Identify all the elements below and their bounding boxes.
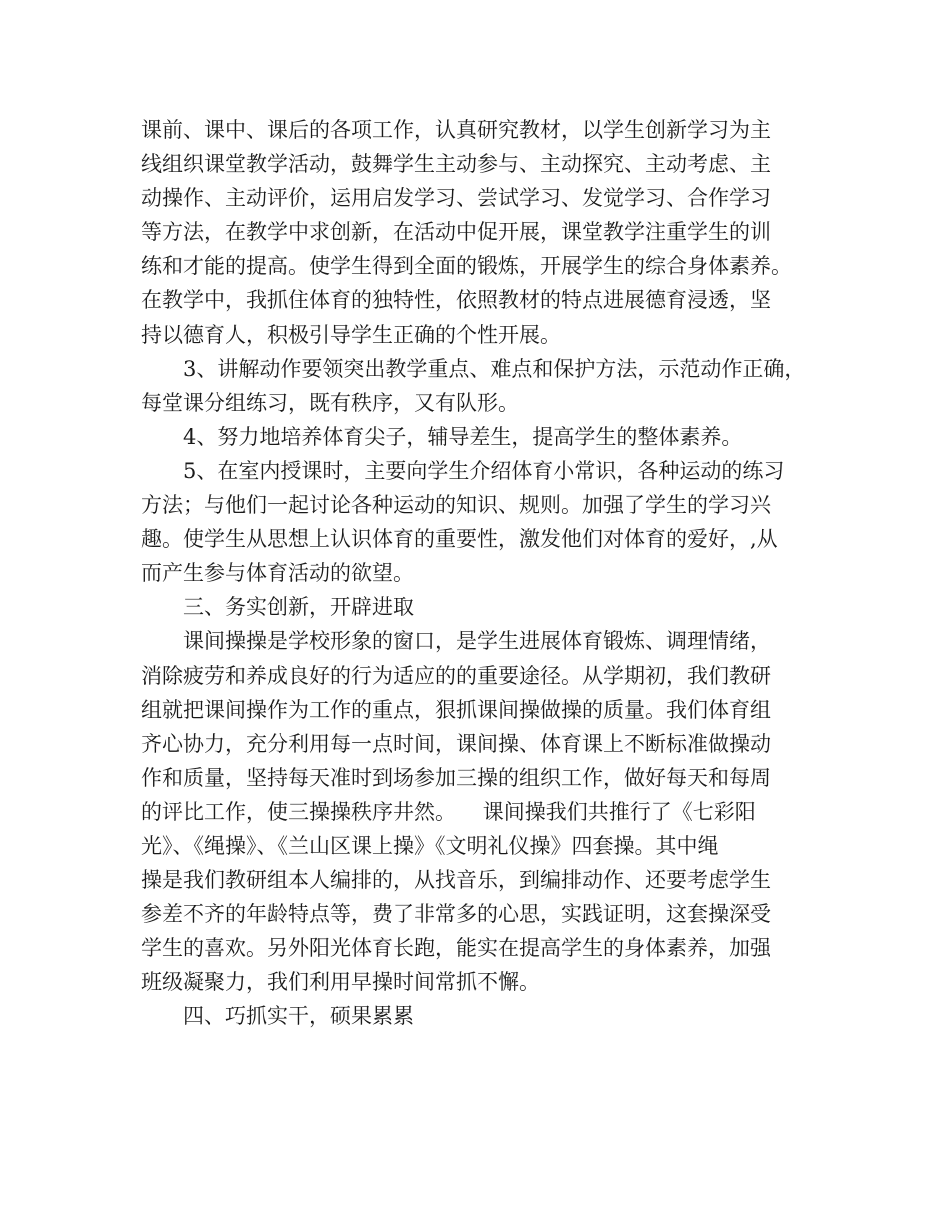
text-line: 线组织课堂教学活动，鼓舞学生主动参与、主动探究、主动考虑、主 [141, 152, 771, 177]
text-line: 持以德育人，积极引导学生正确的个性开展。 [141, 322, 561, 347]
text-line: 作和质量，坚持每天准时到场参加三操的组织工作，做好每天和每周 [141, 765, 771, 790]
text-line: 而产生参与体育活动的欲望。 [141, 561, 414, 586]
section-heading: 四、巧抓实干，硕果累累 [183, 1004, 414, 1029]
text-line: 4、努力地培养体育尖子，辅导差生，提高学生的整体素养。 [183, 424, 743, 449]
text-line: 动操作、主动评价，运用启发学习、尝试学习、发觉学习、合作学习 [141, 186, 771, 211]
text-line: 参差不齐的年龄特点等，费了非常多的心思，实践证明，这套操深受 [141, 902, 771, 927]
text-line: 课前、课中、课后的各项工作，认真研究教材，以学生创新学习为主 [141, 118, 771, 142]
text-line: 课间操操是学校形象的窗口，是学生进展体育锻炼、调理情绪， [183, 629, 771, 654]
text-line: 方法；与他们一起讨论各种运动的知识、规则。加强了学生的学习兴 [141, 493, 771, 518]
section-heading: 三、务实创新，开辟进取 [183, 595, 414, 620]
text-line: 3、讲解动作要领突出教学重点、难点和保护方法，示范动作正确， [183, 356, 806, 381]
text-line: 5、在室内授课时，主要向学生介绍体育小常识，各种运动的练习 [183, 458, 785, 483]
text-line: 齐心协力，充分利用每一点时间，课间操、体育课上不断标准做操动 [141, 731, 771, 756]
text-line: 光》、《绳操》、《兰山区课上操》《文明礼仪操》四套操。其中绳 [141, 833, 719, 858]
text-line: 班级凝聚力，我们利用早操时间常抓不懈。 [141, 970, 540, 995]
document-body [141, 113, 821, 1034]
text-line: 练和才能的提高。使学生得到全面的锻炼，开展学生的综合身体素养。 [141, 254, 792, 279]
text-line: 学生的喜欢。另外阳光体育长跑，能实在提高学生的身体素养，加强 [141, 936, 771, 961]
text-line: 操是我们教研组本人编排的，从找音乐，到编排动作、还要考虑学生 [141, 868, 771, 893]
text-line: 趣。使学生从思想上认识体育的重要性，激发他们对体育的爱好，,从 [141, 527, 778, 552]
text-line: 每堂课分组练习，既有秩序，又有队形。 [141, 390, 519, 415]
text-line: 等方法，在教学中求创新，在活动中促开展，课堂教学注重学生的训 [141, 220, 771, 245]
text-line: 组就把课间操作为工作的重点，狠抓课间操做操的质量。我们体育组 [141, 697, 771, 722]
text-line: 在教学中，我抓住体育的独特性，依照教材的特点进展德育浸透，坚 [141, 288, 771, 313]
text-line: 消除疲劳和养成良好的行为适应的的重要途径。从学期初，我们教研 [141, 663, 771, 688]
text-line: 的评比工作，使三操操秩序井然。 课间操我们共推行了《七彩阳 [141, 799, 756, 824]
